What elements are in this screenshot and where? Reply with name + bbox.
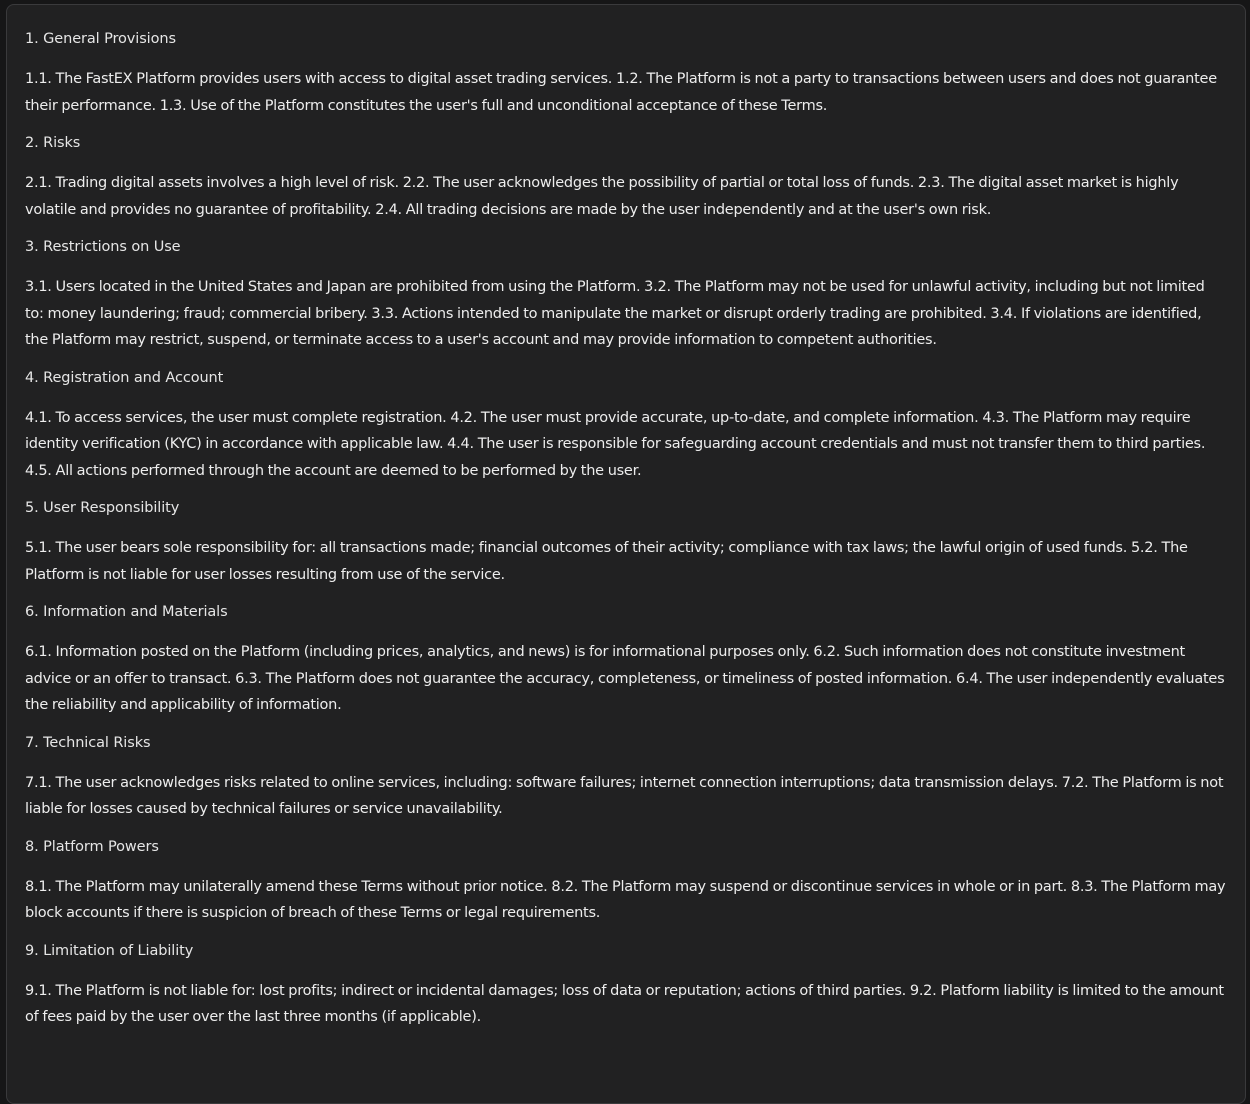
terms-section <box>25 368 1227 485</box>
section-body: 2.1. Trading digital assets involves a high level of risk. 2.2. The user acknowledges the possibility of partial or total loss of funds. 2.3. The digital asset market is highly volatile and provides no guarantee of profitability. 2.4. All trading decisions are made by the user independently and at the user's own risk. <box>25 175 1179 218</box>
terms-panel <box>6 4 1246 1104</box>
section-body: 9.1. The Platform is not liable for: lost profits; indirect or incidental damages; loss of data or reputation; actions of third parties. 9.2. Platform liability is limited to the amount of fees paid by the user over the last three months (if applicable). <box>25 982 1224 1025</box>
terms-section <box>25 733 1227 823</box>
section-body: 6.1. Information posted on the Platform (including prices, analytics, and news) is for informational purposes only. 6.2. Such information does not constitute investment advice or an offer to transact. 6.3. The Platform does not guarantee the accuracy, completeness, or timeliness of posted information. 6.4. The user independently evaluates the reliability and applicability of information. <box>25 644 1225 713</box>
terms-section <box>25 498 1227 588</box>
section-body: 1.1. The FastEX Platform provides users with access to digital asset trading services. 1.2. The Platform is not a party to transactions between users and does not guarantee their performance. 1.3. Use of the Platform constitutes the user's full and unconditional acceptance of these Terms. <box>25 71 1217 114</box>
section-body: 5.1. The user bears sole responsibility for: all transactions made; financial outcomes of their activity; compliance with tax laws; the lawful origin of used funds. 5.2. The Platform is not liable for user losses resulting from use of the service. <box>25 540 1188 583</box>
section-title: 9. Limitation of Liability <box>25 942 194 959</box>
section-title: 4. Registration and Account <box>25 369 224 386</box>
section-title: 3. Restrictions on Use <box>25 239 181 255</box>
section-title: 2. Risks <box>25 135 81 151</box>
section-title: 1. General Provisions <box>25 31 176 47</box>
section-title: 5. User Responsibility <box>25 500 180 516</box>
section-body: 4.1. To access services, the user must complete registration. 4.2. The user must provide accurate, up-to-date, and complete information. 4.3. The Platform may require identity verification (KYC) in accordance with applicable law. 4.4. The user is responsible for safeguarding account credentials and must not transfer them to third parties. 4.5. All actions performed through the account are deemed to be performed by the user. <box>25 409 1206 479</box>
section-title: 6. Information and Materials <box>25 604 228 620</box>
terms-section <box>25 29 1227 119</box>
section-title: 8. Platform Powers <box>25 838 159 855</box>
section-body: 3.1. Users located in the United States and Japan are prohibited from using the Platform. 3.2. The Platform may not be used for unlawful activity, including but not limited to: money laundering; fraud; commercial bribery. 3.3. Actions intended to manipulate the market or disrupt orderly trading are prohibited. 3.4. If violations are identified, the Platform may restrict, suspend, or terminate access to a user's account and may provide information to competent authorities. <box>25 279 1205 348</box>
section-body: 7.1. The user acknowledges risks related to online services, including: software failures; internet connection interruptions; data transmission delays. 7.2. The Platform is not liable for losses caused by technical failures or service unavailability. <box>25 774 1224 817</box>
terms-section <box>25 602 1227 719</box>
terms-section <box>25 133 1227 223</box>
terms-section <box>25 837 1227 927</box>
terms-section <box>25 237 1227 354</box>
section-title: 7. Technical Risks <box>25 734 151 751</box>
terms-section <box>25 941 1227 1031</box>
section-body: 8.1. The Platform may unilaterally amend these Terms without prior notice. 8.2. The Platform may suspend or discontinue services in whole or in part. 8.3. The Platform may block accounts if there is suspicion of breach of these Terms or legal requirements. <box>25 878 1226 921</box>
